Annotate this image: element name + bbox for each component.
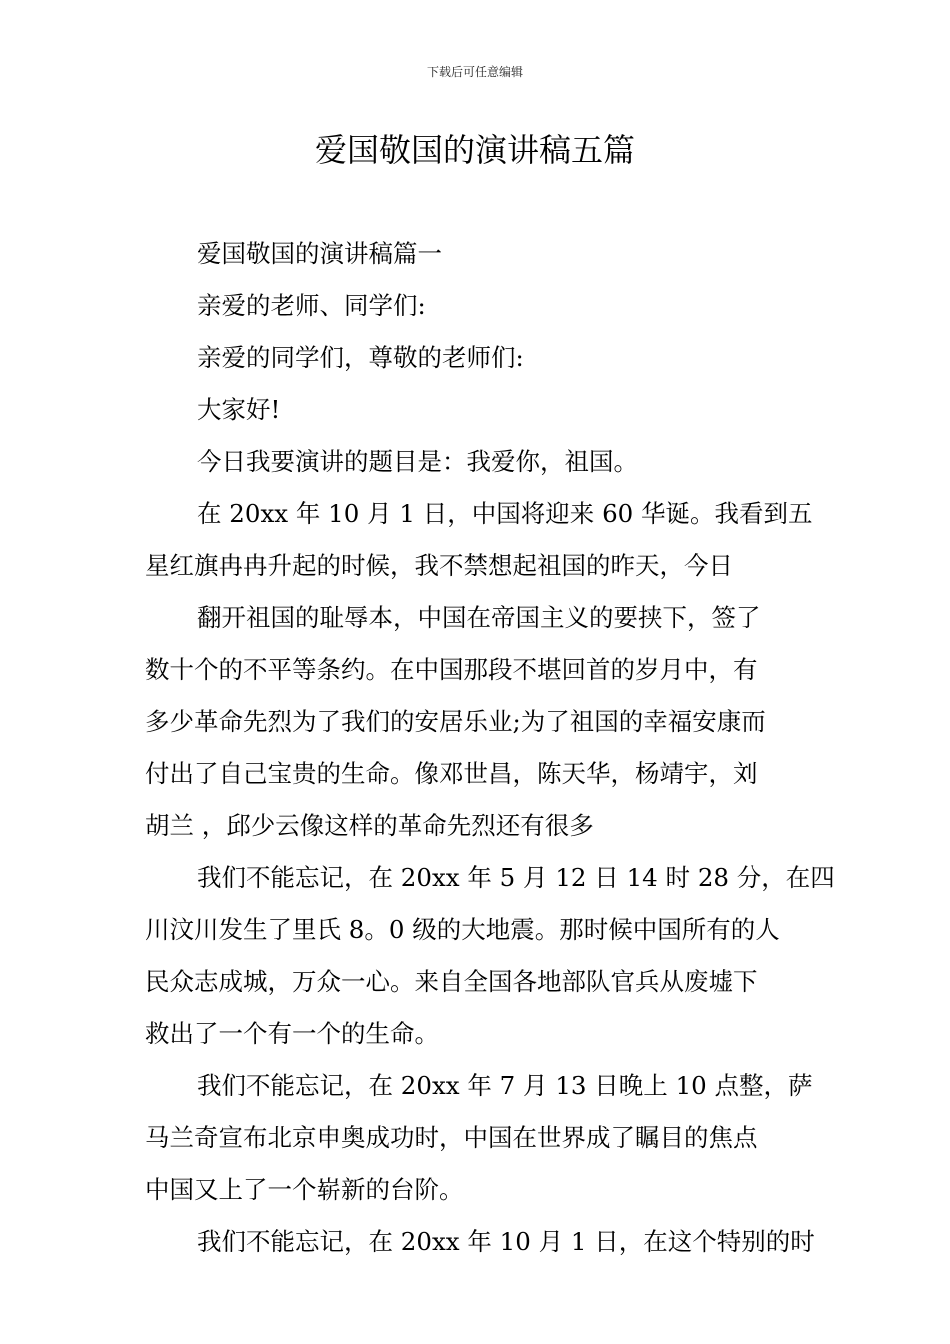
text-line: 亲爱的同学们，尊敬的老师们: <box>197 343 524 372</box>
text-line: 爱国敬国的演讲稿篇一 <box>197 239 442 268</box>
text-line: 大家好! <box>197 395 281 424</box>
text-line: 救出了一个有一个的生命。 <box>145 1019 439 1048</box>
paragraph <box>145 1216 815 1268</box>
text-line: 多少革命先烈为了我们的安居乐业;为了祖国的幸福安康而 <box>145 707 766 736</box>
document-title: 爱国敬国的演讲稿五篇 <box>314 131 635 169</box>
text-line: 马兰奇宣布北京申奥成功时，中国在世界成了瞩目的焦点 <box>145 1123 758 1152</box>
paragraph-heading <box>145 228 807 280</box>
paragraph <box>145 1060 813 1216</box>
text-line: 在 20xx 年 10 月 1 日，中国将迎来 60 华诞。我看到五 <box>197 499 813 528</box>
paragraph <box>145 488 813 592</box>
text-line: 中国又上了一个崭新的台阶。 <box>145 1175 464 1204</box>
text-line: 付出了自己宝贵的生命。像邓世昌，陈天华，杨靖宇，刘 <box>145 759 758 788</box>
text-line: 我们不能忘记，在 20xx 年 10 月 1 日，在这个特别的时 <box>197 1227 815 1256</box>
paragraph-greeting <box>145 384 807 436</box>
document-body <box>145 228 835 1268</box>
header-note: 下载后可任意编辑 <box>426 65 523 79</box>
text-line: 星红旗冉冉升起的时候，我不禁想起祖国的昨天，今日 <box>145 551 733 580</box>
text-line: 我们不能忘记，在 20xx 年 7 月 13 日晚上 10 点整，萨 <box>197 1071 813 1100</box>
paragraph-topic <box>145 436 807 488</box>
text-line: 胡兰 ，邱少云像这样的革命先烈还有很多 <box>145 811 594 840</box>
paragraph-salutation <box>145 332 807 384</box>
text-line: 数十个的不平等条约。在中国那段不堪回首的岁月中，有 <box>145 655 758 684</box>
text-line: 川汶川发生了里氏 8。0 级的大地震。那时候中国所有的人 <box>145 915 780 944</box>
text-line: 民众志成城，万众一心。来自全国各地部队官兵从废墟下 <box>145 967 758 996</box>
text-line: 翻开祖国的耻辱本，中国在帝国主义的要挟下，签了 <box>197 603 761 632</box>
text-line: 我们不能忘记，在 20xx 年 5 月 12 日 14 时 28 分，在四 <box>197 863 835 892</box>
text-line: 今日我要演讲的题目是：我爱你，祖国。 <box>197 447 638 476</box>
paragraph <box>145 852 835 1060</box>
text-line: 亲爱的老师、同学们: <box>197 291 426 320</box>
paragraph <box>145 592 807 852</box>
paragraph-salutation <box>145 280 807 332</box>
